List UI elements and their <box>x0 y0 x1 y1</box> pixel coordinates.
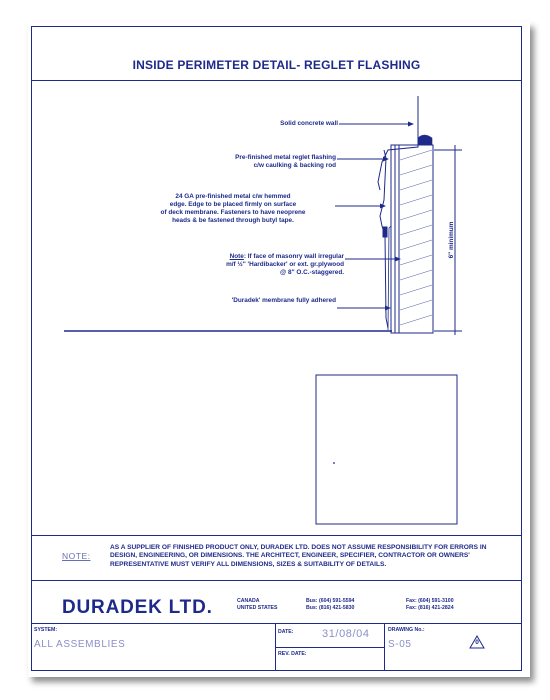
inset-dot <box>333 462 335 464</box>
country-usa: UNITED STATES <box>237 605 278 611</box>
revision-triangle <box>469 635 485 649</box>
callout-masonry-line: : If face of masonry wall irregular <box>243 253 344 260</box>
revision-number: 0 <box>475 639 479 646</box>
system-label: SYSTEM: <box>34 627 58 633</box>
drawing-number-value: S-05 <box>388 639 412 650</box>
company-name: DURADEK LTD. <box>62 597 213 618</box>
callout-masonry-note <box>174 253 344 277</box>
inset-detail-box <box>316 375 457 524</box>
callout-metal-line: heads & be fastened through butyl tape. <box>172 217 294 224</box>
callout-concrete-wall: Solid concrete wall <box>280 120 338 127</box>
system-value: ALL ASSEMBLIES <box>34 639 126 650</box>
fax-usa: Fax: (816) 421-2824 <box>406 605 454 611</box>
callout-membrane: 'Duradek' membrane fully adhered <box>231 297 336 304</box>
rev-date-label: REV. DATE: <box>278 651 307 657</box>
callout-reglet-line: Pre-finished metal reglet flashing <box>235 154 336 161</box>
callout-reglet-flashing <box>176 154 336 170</box>
note-label: NOTE: <box>62 551 91 561</box>
drawing-number-label: DRAWING No.: <box>388 627 425 633</box>
metal-flashing <box>380 158 388 328</box>
wall-assembly <box>391 145 433 333</box>
caulking-bead <box>418 135 432 145</box>
reglet-flashing <box>378 142 418 190</box>
note-emphasis: Note <box>229 253 244 260</box>
arrow-masonry <box>395 257 401 262</box>
date-label: DATE: <box>278 629 294 635</box>
bus-phone-canada: Bus: (604) 591-5594 <box>306 598 355 604</box>
callout-metal-line: 24 GA pre-finished metal c/w hemmed <box>175 193 291 200</box>
wall-hatch <box>400 150 432 325</box>
country-canada: CANADA <box>237 598 260 604</box>
callout-masonry-line: @ 8" O.C.-staggered. <box>280 269 344 276</box>
drawing-title: INSIDE PERIMETER DETAIL- REGLET FLASHING <box>132 58 421 72</box>
bus-phone-usa: Bus: (816) 421-5830 <box>306 605 355 611</box>
disclaimer-text: AS A SUPPLIER OF FINISHED PRODUCT ONLY, DURADEK LTD. DOES NOT ASSUME RESPONSIBILITY FOR ERRORS IN DESIGN, ENGINEERING, OR DIMENSIONS. THE ARCHITECT, ENGINEER, SPECIFIER, CONTRACTOR OR OWNERS' REPRESENTATIVE MUST VERIFY ALL DIMENSIONS, SIZES & SUITABILITY OF DETAILS. <box>110 544 487 568</box>
callout-masonry-line: m/f ½" 'Hardibacker' or ext. gr.plywood <box>226 261 344 268</box>
date-value: 31/08/04 <box>322 628 370 640</box>
fax-canada: Fax: (604) 591-3100 <box>406 598 454 604</box>
callout-metal-flashing <box>130 193 336 225</box>
callout-reglet-line: c/w caulking & backing rod <box>253 162 336 169</box>
fastener <box>383 227 387 237</box>
arrow-concrete <box>408 122 414 127</box>
callout-metal-line: edge. Edge to be placed firmly on surface <box>169 201 297 208</box>
dimension-label: 6" minimum <box>448 221 455 259</box>
callout-metal-line: of deck membrane. Fasteners to have neoprene <box>160 209 306 216</box>
